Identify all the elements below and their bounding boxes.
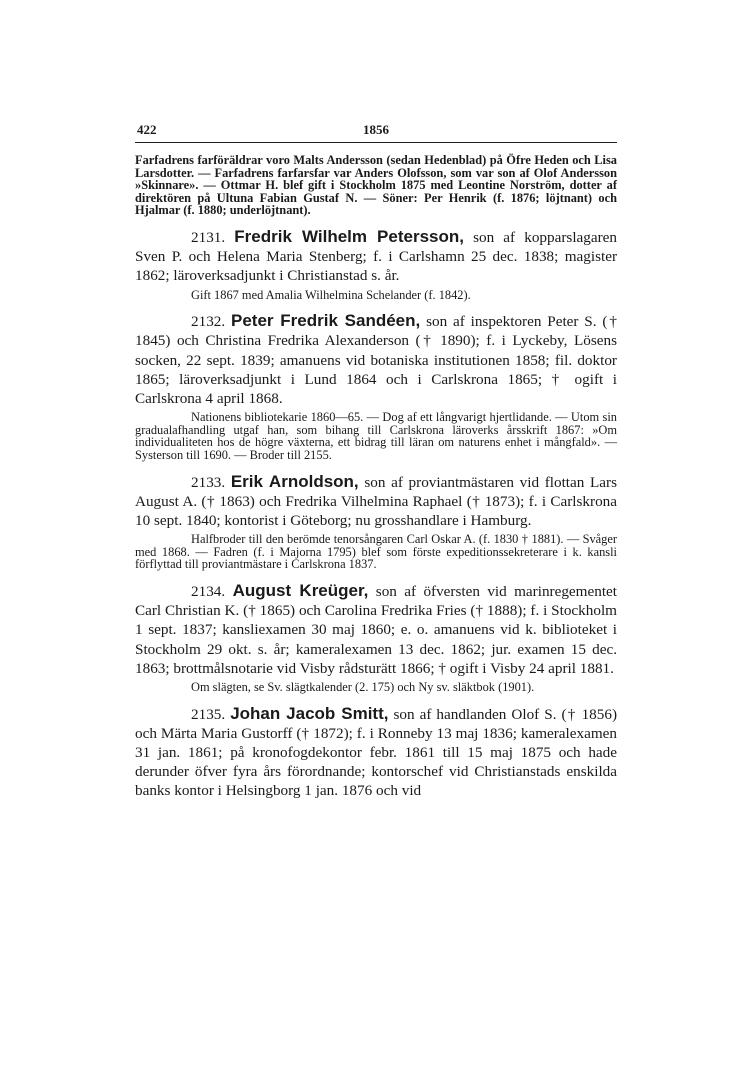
entry-text: son af öfversten vid marinregementet Carl Christian K. († 1865) och Carolina Fredrika Fries († 1888); f. i Stockholm 1 sept. 1837; kansliexamen 30 maj 1860; e. o. amanuens vid k. biblioteket i Stockholm 29 okt. s. år; kameralexamen 13 dec. 1862; jur. examen 15 dec. 1863; brottmålsnotarie vid Visby rådsturätt 1866; † ogift i Visby 24 april 1881. xyxy=(135,582,618,677)
entry-number: 2134. xyxy=(191,582,226,600)
entry-name: August Kreüger, xyxy=(232,580,369,600)
entry-2132 xyxy=(135,311,617,461)
entry-note: Halfbroder till den berömde tenorsångaren Carl Oskar A. (f. 1830 † 1881). — Svåger med 1868. — Fadren (f. i Majorna 1795) blef som förste expeditionssekreterare i k. kansli förflyttad till proviantmästare i Carlskrona 1837. xyxy=(135,532,617,572)
header-rule xyxy=(135,142,617,143)
entry-note: Nationens bibliotekarie 1860—65. — Dog af ett långvarigt hjertlidande. — Utom sin gradualafhandling utgaf han, som bihang till Carlskrona läroverks årsskrift 1867: »Om individualiteten hos de högre växterna, ett bidrag till läran om naturens enhet i mångfald». — Systerson till 1690. — Broder till 2155. xyxy=(135,410,617,462)
entry-2131 xyxy=(135,227,617,301)
entry-body xyxy=(135,472,617,531)
entry-2133 xyxy=(135,472,617,571)
entry-note: Gift 1867 med Amalia Wilhelmina Schelander (f. 1842). xyxy=(191,287,471,302)
entry-body xyxy=(135,311,617,408)
entry-note: Om slägten, se Sv. slägtkalender (2. 175) och Ny sv. släktbok (1901). xyxy=(191,679,535,694)
entry-name: Fredrik Wilhelm Petersson, xyxy=(234,226,464,246)
entry-name: Johan Jacob Smitt, xyxy=(230,703,389,723)
document-page xyxy=(135,122,617,801)
page-header xyxy=(135,122,617,142)
entry-number: 2132. xyxy=(191,313,226,331)
entry-text: son af kopparslagaren Sven P. och Helena Maria Stenberg; f. i Carlshamn 25 dec. 1838; magister 1862; läroverksadjunkt i Christianstad s. år. xyxy=(135,228,618,285)
entry-body xyxy=(135,581,617,678)
entry-2135 xyxy=(135,704,617,801)
page-number: 422 xyxy=(137,122,157,137)
intro-paragraph: Farfadrens farföräldrar voro Malts Andersson (sedan Hedenblad) på Öfre Heden och Lisa Larsdotter. — Farfadrens farfarsfar var Anders Olofsson, som var son af Olof Andersson »Skinnare». — Ottmar H. blef gift i Stockholm 1875 med Leontine Norström, dotter af direktören på Ultuna Fabian Gustaf N. — Söner: Per Henrik (f. 1876; löjtnant) och Hjalmar (f. 1880; underlöjtnant). xyxy=(135,153,617,218)
entry-text: son af handlanden Olof S. († 1856) och Märta Maria Gustorff († 1872); f. i Ronneby 13 maj 1836; kameralexamen 31 jan. 1861; på kronofogdekontor febr. 1861 till 15 maj 1875 och hade derunder öfver fyra års förordnande; kontorschef vid Christianstads enskilda banks kontor i Helsingborg 1 jan. 1876 och vid xyxy=(135,705,617,800)
entry-2134 xyxy=(135,581,617,694)
entry-number: 2133. xyxy=(191,473,226,491)
entry-text: son af proviantmästaren vid flottan Lars August A. († 1863) och Fredrika Vilhelmina Raphael († 1873); f. i Carlskrona 10 sept. 1840; kontorist i Göteborg; nu grosshandlare i Hamburg. xyxy=(135,473,618,529)
entry-name: Erik Arnoldson, xyxy=(230,471,359,491)
entry-body xyxy=(135,227,617,286)
header-year: 1856 xyxy=(363,122,389,137)
entry-text: son af inspektoren Peter S. († 1845) och Christina Fredrika Alexanderson († 1890); f. i Lyckeby, Lösens socken, 22 sept. 1839; amanuens vid botaniska institutionen 1858; fil. doktor 1865; läroverksadjunkt i Lund 1864 och i Carlskrona 1865; † ogift i Carlskrona 4 april 1868. xyxy=(135,313,618,407)
entry-body xyxy=(135,704,617,801)
entry-number: 2135. xyxy=(191,705,226,723)
entry-number: 2131. xyxy=(191,228,226,246)
entry-name: Peter Fredrik Sandéen, xyxy=(231,311,421,331)
